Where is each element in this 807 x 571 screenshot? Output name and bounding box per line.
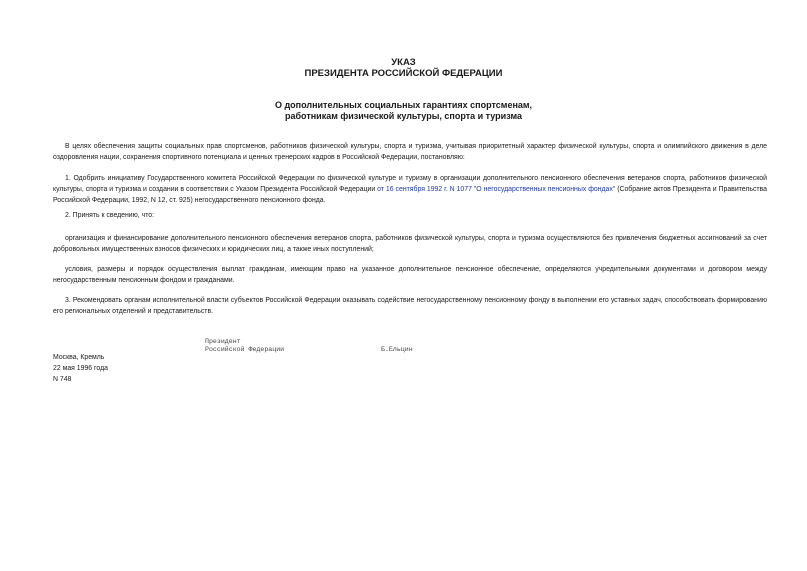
paragraph-2-item-2: условия, размеры и порядок осуществления выплат гражданам, имеющим право на указанное дополнительное пенсионное обеспечение, определяются учредительными документами и договором между негосударственным пенсионным фондом и гражданами.	[53, 266, 767, 285]
decree-number: N 748	[53, 376, 72, 383]
decree-1077-link[interactable]: от 16 сентября 1992 г. N 1077 "О негосударственных пенсионных фондах"	[377, 186, 616, 194]
issuer-title: ПРЕЗИДЕНТА РОССИЙСКОЙ ФЕДЕРАЦИИ	[304, 68, 503, 79]
signatory-name: Б.Ельцин	[381, 346, 413, 353]
paragraph-2: 2. Принять к сведению, что:	[65, 212, 155, 219]
preamble-paragraph: В целях обеспечения защиты социальных прав спортсменов, работников физической культуры, спорта и туризма, учитывая приоритетный характер физической культуры, спорта и олимпийского движения в деле оздоровления нации, сохранения спортивного потенциала и ценных тренерских кадров в Российской Федерации, постановляю:	[53, 143, 767, 162]
signatory-position-line-2: Российской Федерации	[205, 346, 285, 353]
signing-place: Москва, Кремль	[53, 354, 105, 361]
subtitle-line-2: работникам физической культуры, спорта и туризма	[285, 111, 522, 121]
signatory-position-line-1: Президент	[205, 338, 241, 345]
signing-date: 22 мая 1996 года	[53, 365, 108, 372]
subtitle-line-1: О дополнительных социальных гарантиях спортсменам,	[274, 100, 533, 110]
paragraph-2-item-1: организация и финансирование дополнительного пенсионного обеспечения ветеранов спорта, работников физической культуры, спорта и туризма осуществляются без привлечения бюджетных ассигнований за счет добровольных имущественных взносов физических и юридических лиц, а также иных поступлений;	[53, 235, 767, 254]
paragraph-3: 3. Рекомендовать органам исполнительной власти субъектов Российской Федерации оказывать содействие негосударственному пенсионному фонду в выполнении его уставных задач, способствовать формированию его региональных отделений и представительств.	[53, 297, 767, 316]
paragraph-1-text-start: 1. Одобрить инициативу Государственного комитета Российской Федерации по физической культуре и туризму в организации дополнительного пенсионного обеспечения ветеранов спорта, работников физической культуры, спорта и туризма и создании в соответствии с Указом Президента Российской Федерации	[53, 175, 767, 194]
paragraph-1	[53, 173, 767, 207]
document-type-title: УКАЗ	[391, 57, 416, 68]
paragraph-1-text-end: (Собрание актов Президента и Правительства Российской Федерации, 1992, N 12, ст. 925) негосударственного пенсионного фонда.	[53, 186, 767, 205]
